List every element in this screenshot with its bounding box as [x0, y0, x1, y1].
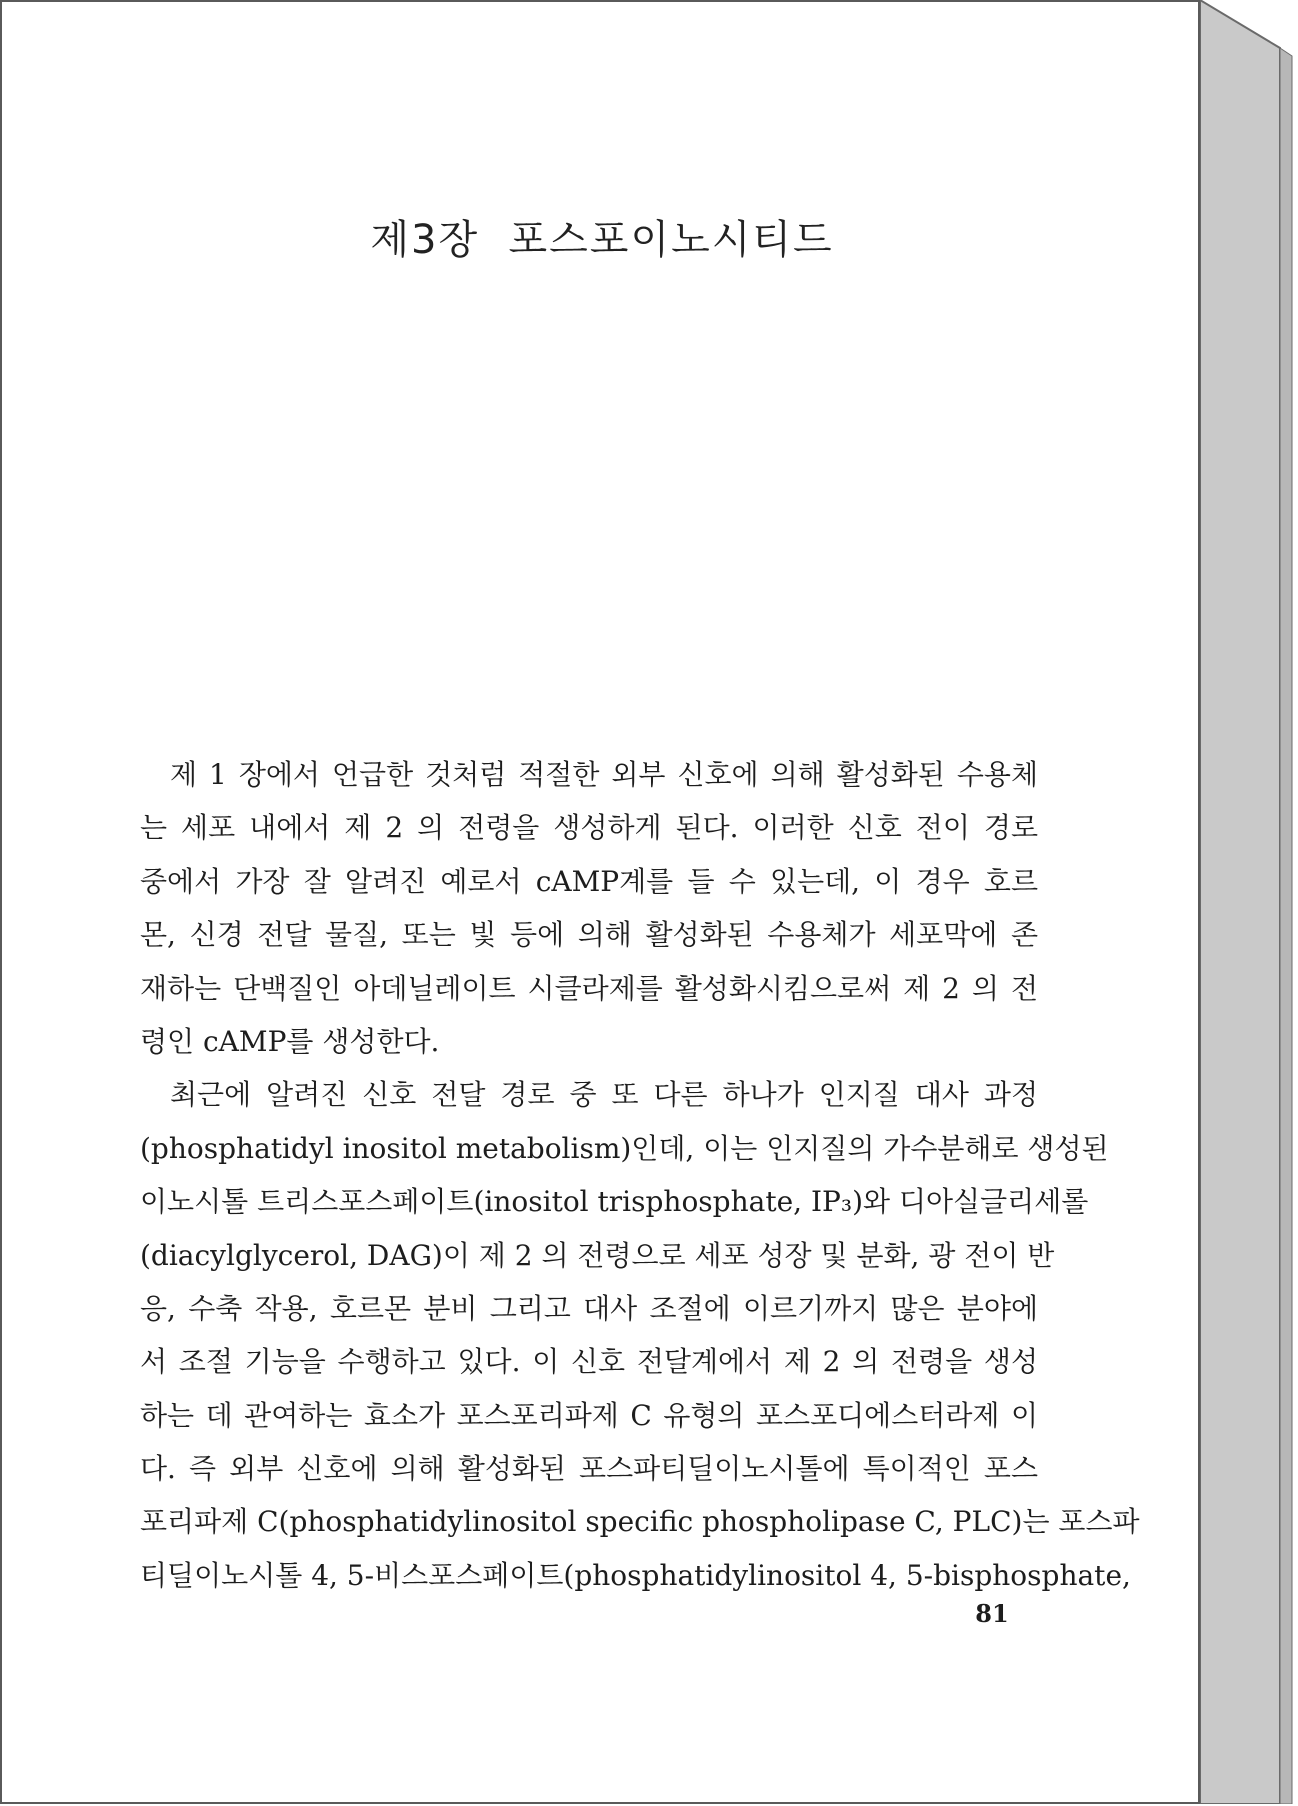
text-line [140, 748, 1038, 801]
text-line: 티딜이노시톨 4, 5-비스포스페이트(phosphatidylinositol 4, 5-bisphosphate, [140, 1558, 1131, 1592]
text-line: 하는 데 관여하는 효소가 포스포리파제 C 유형의 포스포디에스터라제 이 [140, 1398, 1038, 1432]
text-line [140, 1068, 1038, 1121]
page-number: 81 [975, 1599, 1009, 1628]
body-text [140, 748, 1140, 1602]
text-line: 몬, 신경 전달 물질, 또는 빛 등에 의해 활성화된 수용체가 세포막에 존 [140, 918, 1038, 952]
text-line: (diacylglycerol, DAG)이 제 2 의 전령으로 세포 성장 및 분화, 광 전이 반 [140, 1238, 1055, 1272]
text-line: 는 세포 내에서 제 2 의 전령을 생성하게 된다. 이러한 신호 전이 경로 [140, 811, 1038, 845]
page-side-edge [1200, 0, 1296, 1804]
text-line: 서 조절 기능을 수행하고 있다. 이 신호 전달계에서 제 2 의 전령을 생성 [140, 1345, 1038, 1379]
text-line: 포리파제 C(phosphatidylinositol specific phospholipase C, PLC)는 포스파 [140, 1505, 1140, 1539]
text-line: 재하는 단백질인 아데닐레이트 시클라제를 활성화시킴으로써 제 2 의 전 [140, 971, 1038, 1005]
text-line: (phosphatidyl inositol metabolism)인데, 이는 인지질의 가수분해로 생성된 [140, 1131, 1109, 1165]
line-text: 최근에 알려진 신호 전달 경로 중 또 다른 하나가 인지질 대사 과정 [170, 1078, 1038, 1112]
text-line: 령인 cAMP를 생성한다. [140, 1024, 440, 1058]
chapter-title: 제3장 포스포이노시티드 [370, 217, 834, 263]
text-line: 이노시톨 트리스포스페이트(inositol trisphosphate, IP₃)와 디아실글리세롤 [140, 1185, 1089, 1219]
text-line: 응, 수축 작용, 호르몬 분비 그리고 대사 조절에 이르기까지 많은 분야에 [140, 1291, 1038, 1325]
line-text: 제 1 장에서 언급한 것처럼 적절한 외부 신호에 의해 활성화된 수용체 [170, 758, 1038, 791]
text-line: 중에서 가장 잘 알려진 예로서 cAMP계를 들 수 있는데, 이 경우 호르 [140, 864, 1038, 898]
text-line: 다. 즉 외부 신호에 의해 활성화된 포스파티딜이노시톨에 특이적인 포스 [140, 1452, 1038, 1486]
